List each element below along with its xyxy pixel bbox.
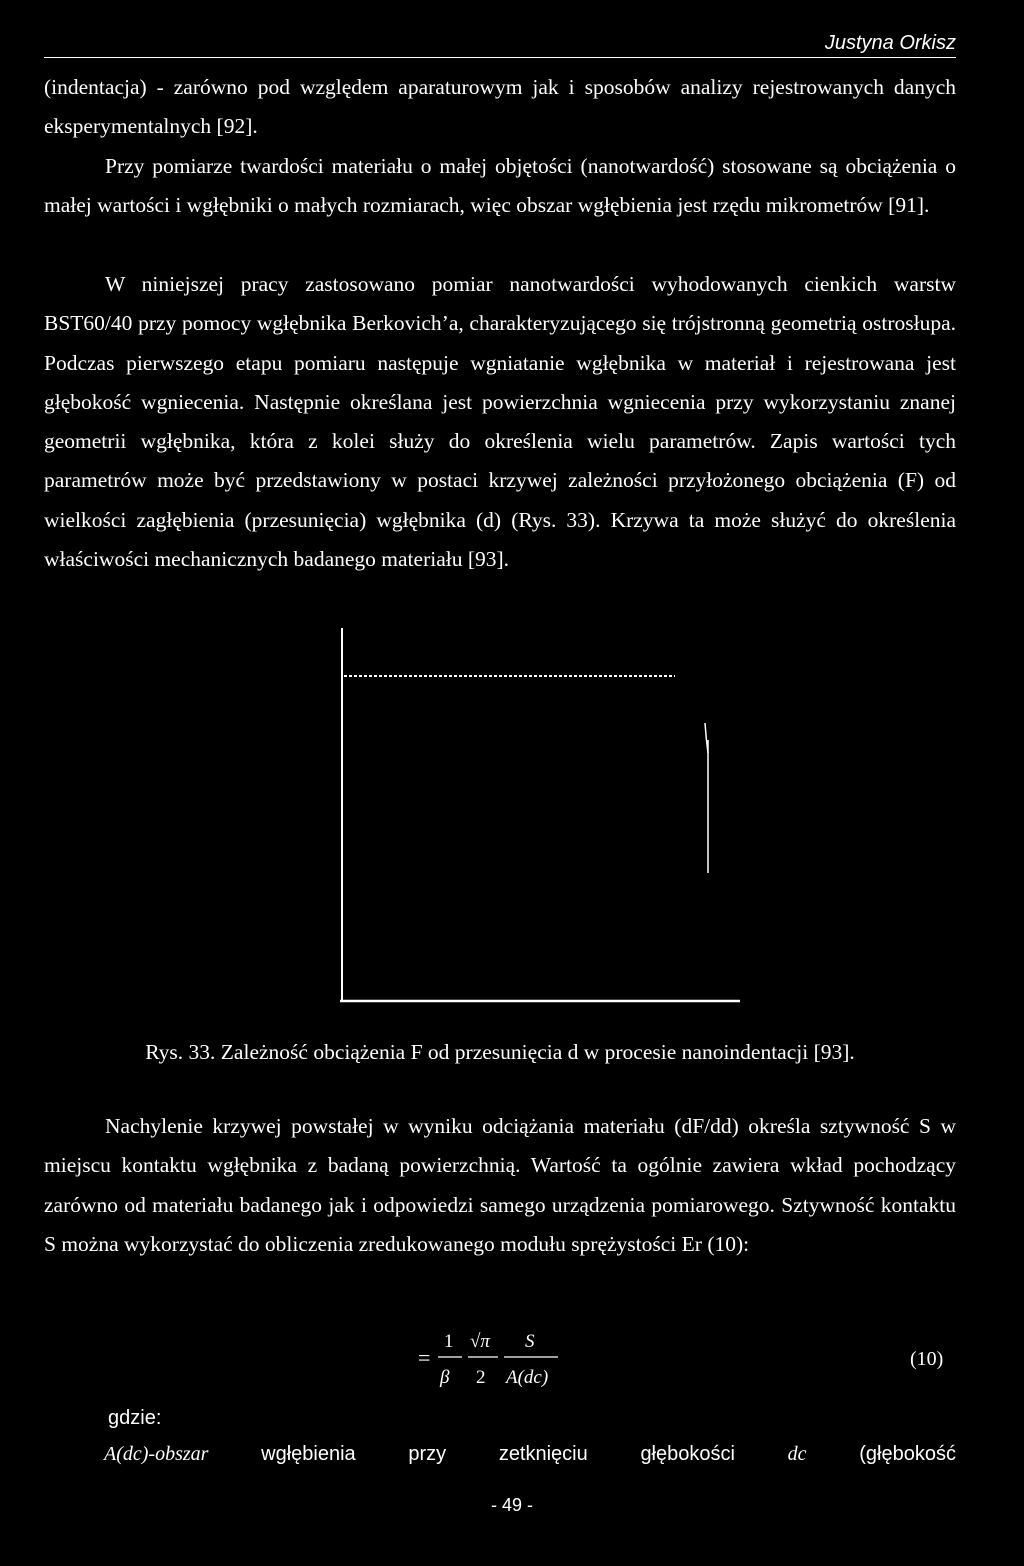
where-label: gdzie: — [108, 1407, 162, 1429]
paragraph-indentation-intro: (indentacja) - zarówno pod względem aparaturowym jak i sposobów analizy rejestrowanych danych eksperymentalnych [92]. — [44, 75, 956, 139]
load-displacement-figure — [320, 628, 760, 1018]
paragraph-stiffness: Nachylenie krzywej powstałej w wyniku odciążania materiału (dF/dd) określa sztywność S w miejscu kontaktu wgłębnika z badaną powierzchnią. Wartość ta ogólnie zawiera wkład pochodzący zarówno od materiału badanego jak i odpowiedzi samego urządzenia pomiarowego. Sztywność kontaktu S można wykorzystać do obliczenia zredukowanego modułu sprężystości Er (10): — [44, 1114, 956, 1256]
definition-word-1: wgłębienia — [261, 1443, 356, 1465]
definition-word-3: zetknięciu — [498, 1443, 588, 1465]
fraction-1-numerator: 1 — [444, 1331, 454, 1352]
equation-10 — [400, 1325, 600, 1395]
paragraph-berkovich-method: W niniejszej pracy zastosowano pomiar nanotwardości wyhodowanych cienkich warstw BST60/40 przy pomocy wgłębnika Berkovich’a, charakteryzującego się trójstronną geometrią ostrosłupa. Podczas pierwszego etapu pomiaru następuje wgniatanie wgłębnika w materiał i rejestrowana jest głębokość wgniecenia. Następnie określana jest powierzchnia wgniecenia przy wykorzystaniu znanej geometrii wgłębnika, która z kolei służy do określenia wielu parametrów. Zapis wartości tych parametrów może być przedstawiony w postaci krzywej zależności przyłożonego obciążenia (F) od wielkości zagłębienia (przesunięcia) wgłębnika (d) (Rys. 33). Krzywa ta może służyć do określenia właściwości mechanicznych badanego materiału [93]. — [44, 272, 956, 572]
equals-sign: = — [418, 1345, 431, 1370]
definition-word-6: (głębokość — [859, 1443, 956, 1465]
figure-caption: Rys. 33. Zależność obciążenia F od przesunięcia d w procesie nanoindentacji [93]. — [145, 1040, 855, 1064]
fraction-2-numerator: √π — [470, 1331, 490, 1352]
definition-word-2: przy — [408, 1443, 447, 1465]
definition-line — [104, 1443, 956, 1466]
paragraph-nanohardness: Przy pomiarze twardości materiału o małej objętości (nanotwardość) stosowane są obciążenia o małej wartości i wgłębniki o małych rozmiarach, więc obszar wgłębienia jest rzędu mikrometrów [91]. — [44, 154, 956, 218]
fraction-3-numerator: S — [525, 1331, 535, 1352]
running-header-author: Justyna Orkisz — [44, 32, 956, 58]
fraction-3-denominator: A(dc) — [506, 1367, 549, 1388]
definition-word-5: dc — [787, 1443, 807, 1465]
equation-number: (10) — [910, 1348, 944, 1370]
fraction-2-denominator: 2 — [476, 1367, 486, 1388]
fraction-1-denominator: β — [440, 1367, 450, 1388]
page-number: - 49 - — [490, 1495, 533, 1515]
definition-term: A(dc)-obszar — [104, 1443, 209, 1465]
definition-word-4: głębokości — [640, 1443, 735, 1465]
